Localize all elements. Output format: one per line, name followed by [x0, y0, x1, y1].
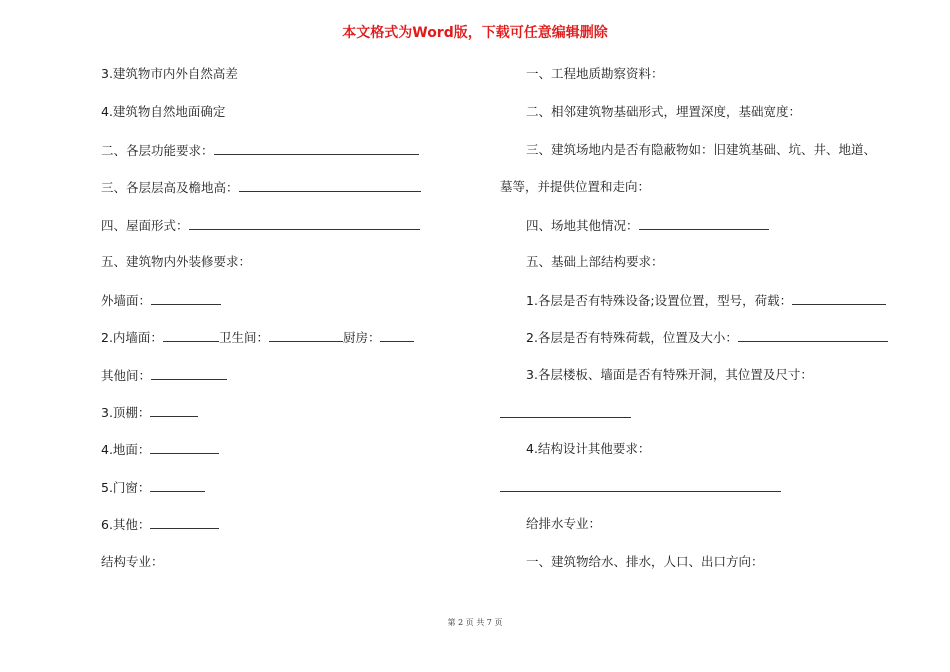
left-line-14: 结构专业：	[101, 554, 164, 569]
fill-blank[interactable]	[792, 292, 886, 305]
fill-blank[interactable]	[150, 516, 219, 529]
right-line-7	[526, 292, 886, 309]
right-line-10: 4.结构设计其他要求：	[526, 441, 651, 456]
right-line-6: 五、基础上部结构要求：	[526, 254, 664, 269]
fill-blank[interactable]	[150, 441, 219, 454]
left-line-7-label: 外墙面：	[101, 293, 152, 308]
fill-blank[interactable]	[738, 329, 888, 342]
left-line-8	[101, 329, 414, 346]
left-line-5-label: 四、屋面形式：	[101, 218, 189, 233]
right-line-3: 三、建筑场地内是否有隐蔽物如：旧建筑基础、坑、井、地道、	[526, 142, 877, 157]
left-line-5	[101, 217, 420, 234]
fill-blank[interactable]	[639, 217, 769, 230]
right-line-8	[526, 329, 888, 346]
right-line-5-label: 四、场地其他情况：	[526, 218, 639, 233]
fill-blank[interactable]	[150, 404, 198, 417]
left-line-8-label-c: 厨房：	[342, 330, 381, 345]
fill-blank[interactable]	[380, 329, 414, 342]
left-line-11	[101, 441, 219, 458]
left-line-1: 3.建筑物市内外自然高差	[101, 66, 238, 81]
fill-blank[interactable]	[163, 329, 219, 342]
left-line-12-label: 5.门窗：	[101, 480, 151, 495]
left-line-4-label: 三、各层层高及檐地高：	[101, 180, 239, 195]
right-line-11: 给排水专业：	[526, 516, 602, 531]
right-line-1: 一、工程地质勘察资料：	[526, 66, 664, 81]
fill-blank[interactable]	[500, 416, 631, 418]
left-line-13	[101, 516, 219, 533]
fill-blank[interactable]	[214, 142, 419, 155]
right-line-5	[526, 217, 769, 234]
fill-blank[interactable]	[500, 490, 781, 492]
left-line-9-label: 其他间：	[101, 368, 152, 383]
left-line-11-label: 4.地面：	[101, 442, 151, 457]
right-line-9: 3.各层楼板、墙面是否有特殊开洞，其位置及尺寸：	[526, 367, 813, 382]
left-line-10-label: 3.顶棚：	[101, 405, 151, 420]
fill-blank[interactable]	[269, 329, 343, 342]
left-line-12	[101, 479, 205, 496]
left-line-2: 4.建筑物自然地面确定	[101, 104, 226, 119]
left-line-3-label: 二、各层功能要求：	[101, 143, 214, 158]
left-line-8-label: 2.内墙面：	[101, 330, 163, 345]
left-line-7	[101, 292, 221, 309]
right-line-7-label: 1.各层是否有特殊设备;设置位置，型号，荷载：	[526, 293, 793, 308]
right-line-12: 一、建筑物给水、排水，人口、出口方向：	[526, 554, 764, 569]
left-line-9	[101, 367, 227, 384]
right-line-4: 墓等，并提供位置和走向：	[500, 179, 651, 194]
page-number: 第 2 页 共 7 页	[447, 618, 503, 627]
fill-blank[interactable]	[189, 217, 420, 230]
fill-blank[interactable]	[151, 367, 227, 380]
right-line-2: 二、相邻建筑物基础形式，埋置深度，基础宽度：	[526, 104, 802, 119]
left-line-13-label: 6.其他：	[101, 517, 151, 532]
left-line-10	[101, 404, 198, 421]
header-banner: 本文格式为Word版，下载可任意编辑删除	[342, 25, 608, 41]
fill-blank[interactable]	[239, 179, 421, 192]
left-line-6: 五、建筑物内外装修要求：	[101, 254, 252, 269]
left-line-8-label-b: 卫生间：	[218, 330, 269, 345]
fill-blank[interactable]	[151, 292, 221, 305]
right-line-8-label: 2.各层是否有特殊荷载，位置及大小：	[526, 330, 738, 345]
left-line-3	[101, 142, 419, 159]
left-line-4	[101, 179, 421, 196]
fill-blank[interactable]	[150, 479, 205, 492]
